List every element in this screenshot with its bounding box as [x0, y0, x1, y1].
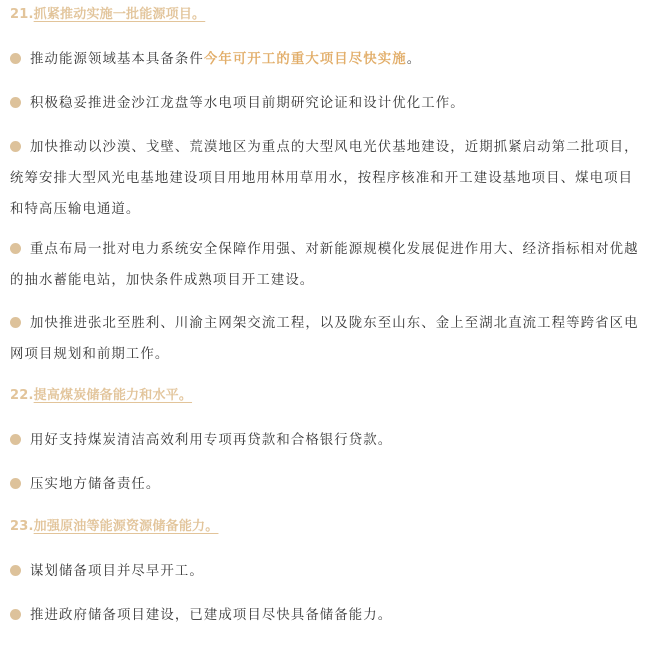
item-text: 积极稳妥推进金沙江龙盘等水电项目前期研究论证和设计优化工作。 — [30, 96, 465, 111]
list-item — [10, 469, 640, 500]
item-text: 加快推动以沙漠、戈壁、荒漠地区为重点的大型风电光伏基地建设，近期抓紧启动第二批项目，统筹安排大型风光电基地建设项目用地用林用草用水，按程序核准和开工建设基地项目、煤电项目和特高压输电通道。 — [10, 140, 639, 217]
bullet-dot-icon — [10, 478, 21, 489]
section-number: 22. — [10, 388, 34, 403]
item-text: 谋划储备项目并尽早开工。 — [30, 564, 204, 579]
highlighted-text: 今年可开工的重大项目尽快实施 — [203, 52, 407, 67]
list-item — [10, 308, 640, 370]
list-item — [10, 88, 640, 119]
section-heading-21 — [10, 6, 205, 24]
item-text: 压实地方储备责任。 — [30, 477, 161, 492]
bullet-dot-icon — [10, 609, 21, 620]
bullet-dot-icon — [10, 53, 21, 64]
item-text: 推进政府储备项目建设，已建成项目尽快具备储备能力。 — [30, 608, 393, 623]
section-heading-22 — [10, 387, 192, 405]
item-text: 用好支持煤炭清洁高效利用专项再贷款和合格银行贷款。 — [30, 433, 393, 448]
item-text: 推动能源领域基本具备条件 — [30, 52, 204, 67]
bullet-dot-icon — [10, 565, 21, 576]
item-text: 加快推进张北至胜利、川渝主网架交流工程，以及陇东至山东、金上至湖北直流工程等跨省区电网项目规划和前期工作。 — [10, 316, 639, 362]
list-item — [10, 132, 640, 225]
section-title: 加强原油等能源资源储备能力。 — [33, 519, 219, 534]
section-title: 提高煤炭储备能力和水平。 — [33, 388, 193, 403]
section-number: 23. — [10, 519, 34, 534]
section-number: 21. — [10, 7, 34, 22]
item-text: 重点布局一批对电力系统安全保障作用强、对新能源规模化发展促进作用大、经济指标相对优越的抽水蓄能电站，加快条件成熟项目开工建设。 — [10, 242, 639, 288]
section-heading-23 — [10, 518, 218, 536]
bullet-dot-icon — [10, 317, 21, 328]
item-text-end: 。 — [406, 52, 422, 67]
list-item — [10, 556, 640, 587]
list-item — [10, 234, 640, 296]
section-title: 抓紧推动实施一批能源项目。 — [33, 7, 206, 22]
bullet-dot-icon — [10, 243, 21, 254]
list-item — [10, 425, 640, 456]
bullet-dot-icon — [10, 97, 21, 108]
bullet-dot-icon — [10, 141, 21, 152]
bullet-dot-icon — [10, 434, 21, 445]
list-item — [10, 600, 640, 631]
list-item — [10, 44, 640, 75]
